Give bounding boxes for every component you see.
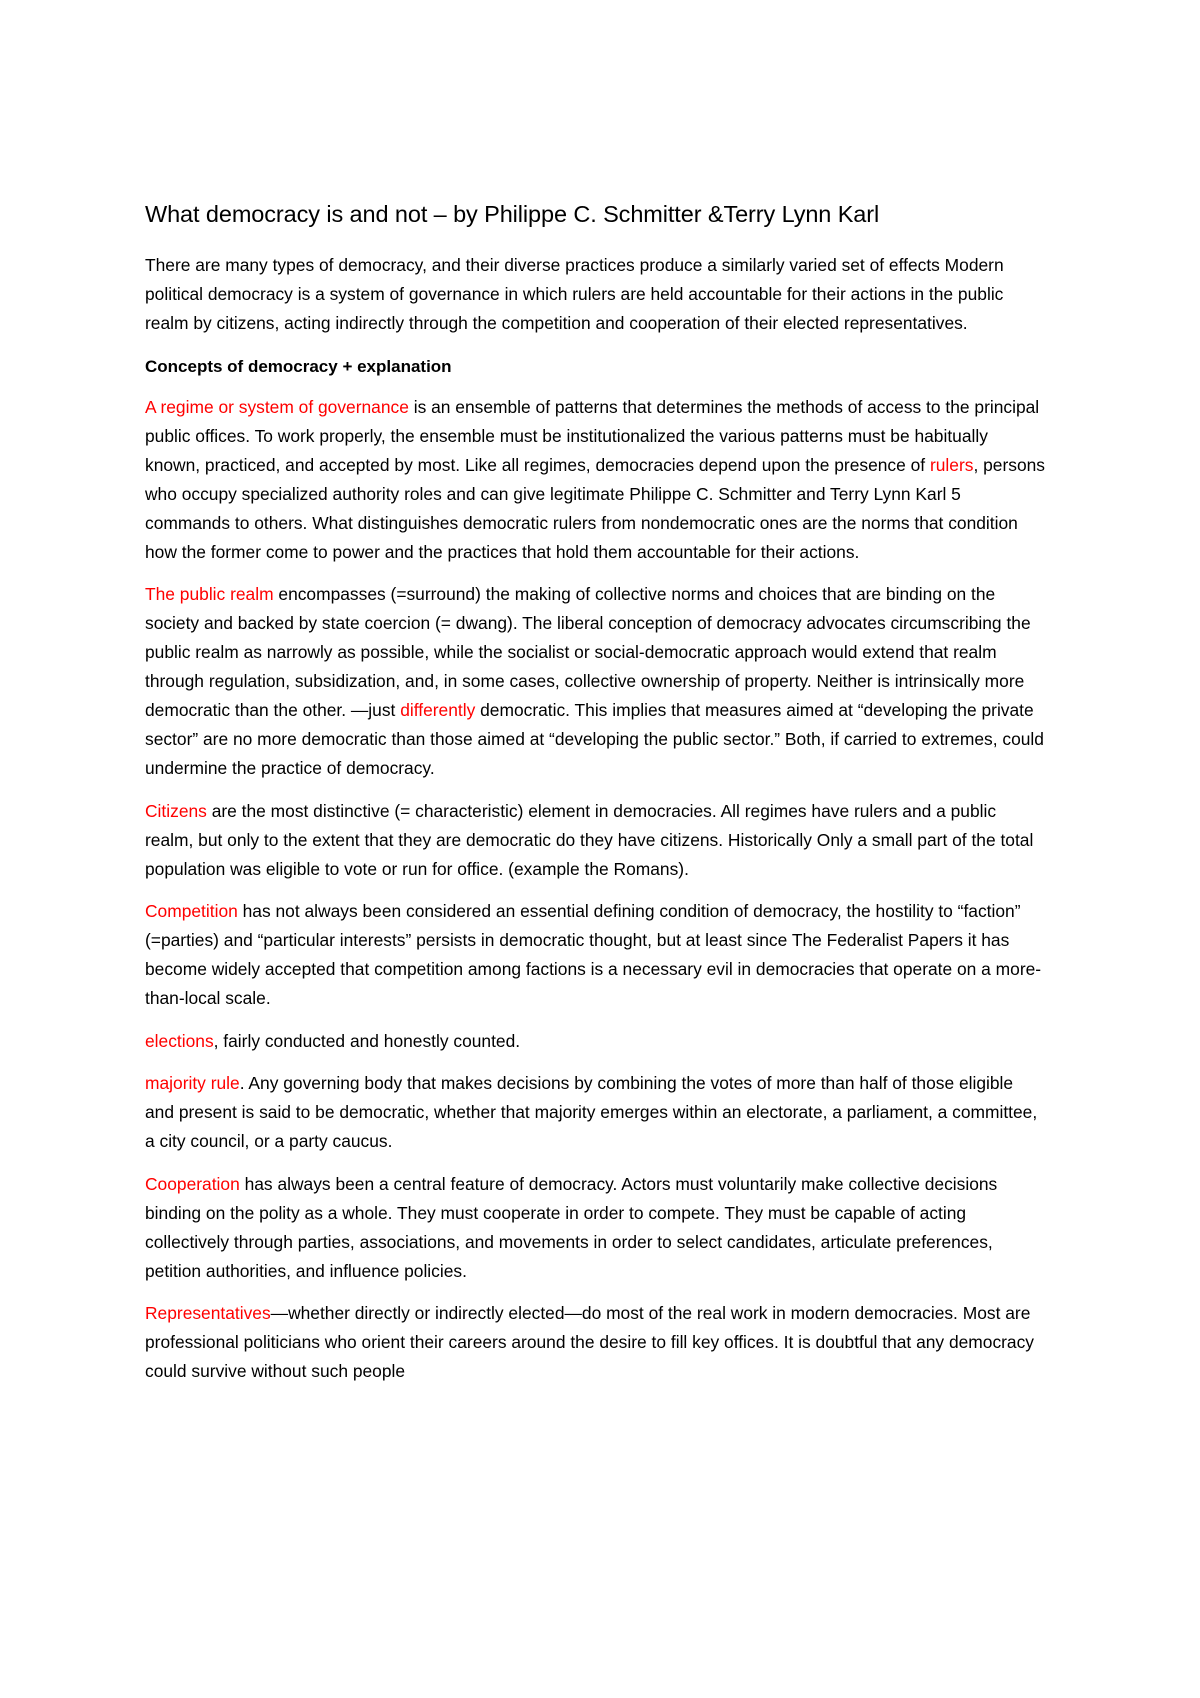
concept-term-elections: elections: [145, 1030, 214, 1051]
concept-text: . Any governing body that makes decisions by combining the votes of more than half of those eligible and present is said to be democratic, whether that majority emerges within an electorate, a parliament, a committee, a city council, or a party caucus.: [145, 1073, 1038, 1151]
concept-text: are the most distinctive (= characteristic) element in democracies. All regimes have rulers and a public realm, but only to the extent that they are democratic do they have citizens. Historically Only a small part of the total population was eligible to vote or run for office. (example the Romans).: [145, 800, 1034, 879]
concept-term-majority-rule: majority rule: [145, 1073, 240, 1093]
concept-representatives-paragraph: [145, 1299, 1045, 1386]
concept-text: , persons who occupy specialized authority roles and can give legitimate Philippe C. Schmitter and Terry Lynn Karl 5 commands to others. What distinguishes democratic rulers from nondemocratic ones are the norms that condition how the former come to power and the practices that hold them accountable for their actions.: [145, 454, 1046, 562]
concept-text: —whether directly or indirectly elected—do most of the real work in modern democracies. Most are professional politicians who orient their careers around the desire to fill key offices. It is doubtful that any democracy could survive without such people: [145, 1303, 1034, 1381]
concept-text: democratic. This implies that measures aimed at “developing the private sector” are no more democratic than those aimed at “developing the public sector.” Both, if carried to extremes, could undermine the practice of democracy.: [145, 700, 1044, 778]
concept-term-competition: Competition: [145, 901, 238, 921]
concept-term-citizens: Citizens: [145, 800, 207, 821]
concept-term-regime: A regime or system of governance: [145, 396, 409, 417]
concept-text: encompasses (=surround) the making of collective norms and choices that are binding on the society and backed by state coercion (= dwang). The liberal conception of democracy advocates circumscribing the public realm as narrowly as possible, while the socialist or social-democratic approach would extend that realm through regulation, subsidization, and, in some cases, collective ownership of property. Neither is intrinsically more democratic than the other. —just: [145, 584, 1031, 720]
concept-text: is an ensemble of patterns that determines the methods of access to the principal public offices. To work properly, the ensemble must be institutionalized the various patterns must be habitually known, practiced, and accepted by most. Like all regimes, democracies depend upon the presence of: [145, 396, 1040, 475]
concept-elections-paragraph: [145, 1027, 1045, 1056]
concept-citizens-paragraph: [145, 797, 1045, 884]
document-title: What democracy is and not – by Philippe C. Schmitter &Terry Lynn Karl: [145, 201, 880, 227]
concept-term-cooperation: Cooperation: [145, 1173, 240, 1194]
concept-majority-rule-paragraph: [145, 1069, 1045, 1156]
concept-text: , fairly conducted and honestly counted.: [213, 1030, 521, 1051]
concept-term-representatives: Representatives: [145, 1303, 271, 1323]
section-heading: Concepts of democracy + explanation: [145, 356, 452, 376]
concept-text: has always been a central feature of democracy. Actors must voluntarily make collective decisions binding on the polity as a whole. They must cooperate in order to compete. They must be capable of acting collectively through parties, associations, and movements in order to select candidates, articulate preferences, petition authorities, and influence policies.: [145, 1173, 998, 1281]
concept-cooperation-paragraph: [145, 1170, 1045, 1286]
concept-public-realm-paragraph: [145, 580, 1045, 783]
concept-regime-paragraph: [145, 393, 1045, 567]
concept-term-differently: differently: [400, 700, 476, 720]
concept-term-public-realm: The public realm: [145, 584, 274, 604]
concept-text: has not always been considered an essential defining condition of democracy, the hostility to “faction” (=parties) and “particular interests” persists in democratic thought, but at least since The Federalist Papers it has become widely accepted that competition among factions is a necessary evil in democracies that operate on a more-than-local scale.: [145, 901, 1042, 1008]
intro-paragraph: There are many types of democracy, and their diverse practices produce a similarly varied set of effects Modern political democracy is a system of governance in which rulers are held accountable for their actions in the public realm by citizens, acting indirectly through the competition and cooperation of their elected representatives.: [145, 255, 1004, 333]
concept-term-rulers: rulers: [929, 454, 974, 475]
document-page: [145, 198, 1045, 1400]
concept-competition-paragraph: [145, 897, 1045, 1013]
